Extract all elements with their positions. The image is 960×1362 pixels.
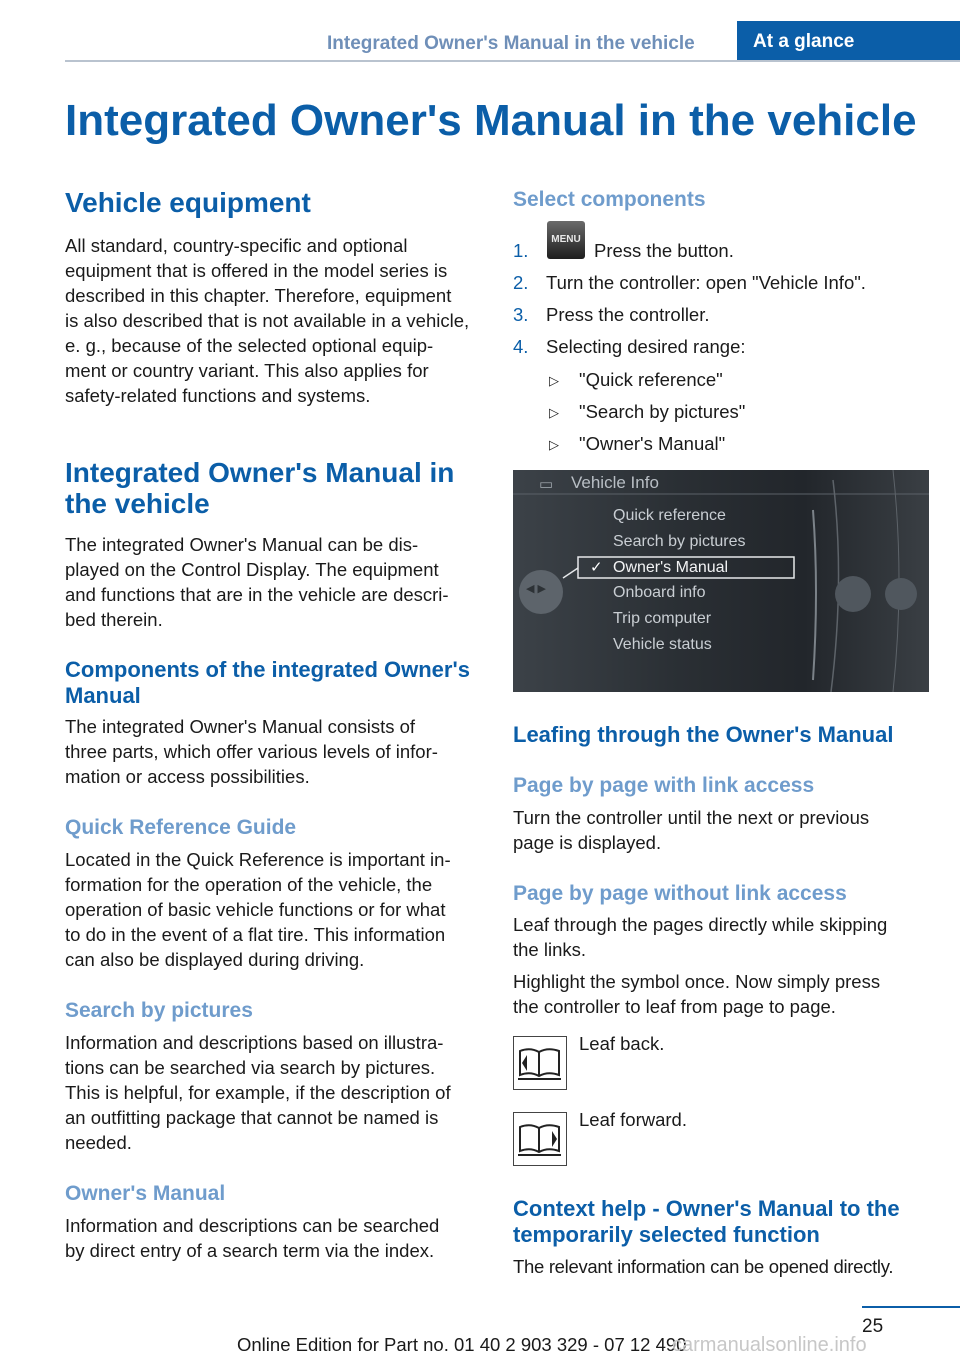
screen-menu-item: Quick reference bbox=[613, 507, 726, 524]
edition-footer: Online Edition for Part no. 01 40 2 903 329 - 07 12 490 bbox=[237, 1334, 687, 1355]
leaf-back-icon bbox=[513, 1036, 567, 1090]
page-number: 25 bbox=[862, 1316, 884, 1337]
screen-menu-item: Trip computer bbox=[613, 610, 712, 627]
integrated-manual-text: The integrated Owner's Manual can be dis‐ played on the Control Display. The equipment and functions that are in the vehicle are descri‐ bed therein. bbox=[65, 534, 449, 630]
car-info-icon: ▭ bbox=[539, 476, 554, 493]
heading-context-help: Context help - Owner's Manual to the temporarily selected function bbox=[513, 1196, 900, 1247]
step-text: Press the button. bbox=[594, 240, 734, 261]
bullet-text: "Owner's Manual" bbox=[579, 433, 726, 454]
footer-rule bbox=[862, 1306, 960, 1308]
highlight-symbol-text: Highlight the symbol once. Now simply press the controller to leaf from page to page. bbox=[513, 971, 881, 1017]
step-text: Press the controller. bbox=[546, 304, 710, 325]
heading-select-components: Select components bbox=[513, 188, 706, 211]
owners-manual-text: Information and descriptions can be searched by direct entry of a search term via the index. bbox=[65, 1215, 440, 1261]
vehicle-equipment-text: All standard, country-specific and optional equipment that is offered in the model series is described in this chapter. Therefore, equipment is also described that is not available in a vehicle, e. g., because of the selected optional equip‐ ment or country variant. This also applies for safety-related functions and systems. bbox=[65, 235, 470, 406]
with-link-text: Turn the controller until the next or previous page is displayed. bbox=[513, 807, 870, 853]
without-link-text: Leaf through the pages directly while skipping the links. bbox=[513, 914, 888, 960]
leaf-back-label: Leaf back. bbox=[579, 1033, 665, 1054]
leaf-forward-label: Leaf forward. bbox=[579, 1109, 687, 1130]
running-header-section: Integrated Owner's Manual in the vehicle bbox=[327, 33, 695, 54]
bullet-triangle-icon: ▷ bbox=[549, 405, 559, 420]
search-by-pictures-text: Information and descriptions based on illustra‐ tions can be searched via search by pictures. This is helpful, for example, if the description of an outfitting package that cannot be named is needed. bbox=[65, 1032, 451, 1153]
heading-components: Components of the integrated Owner's Manual bbox=[65, 657, 470, 708]
screen-decor bbox=[513, 470, 929, 692]
step-number: 1. bbox=[513, 240, 529, 261]
screen-title: Vehicle Info bbox=[571, 473, 659, 492]
vehicle-info-screenshot bbox=[513, 470, 929, 692]
heading-vehicle-equipment: Vehicle equipment bbox=[65, 187, 311, 218]
quick-reference-text: Located in the Quick Reference is important in‐ formation for the operation of the vehicle, the operation of basic vehicle functions or for what to do in the event of a flat tire. This information can also be displayed during driving. bbox=[65, 849, 451, 970]
components-text: The integrated Owner's Manual consists of three parts, which offer various levels of infor‐ mation or access possibilities. bbox=[65, 716, 438, 787]
leaf-forward-icon bbox=[513, 1112, 567, 1166]
bullet-triangle-icon: ▷ bbox=[549, 373, 559, 388]
bullet-text: "Search by pictures" bbox=[579, 401, 746, 422]
heading-leafing: Leafing through the Owner's Manual bbox=[513, 722, 894, 747]
menu-button-icon: MENU bbox=[547, 221, 585, 259]
heading-without-link-access: Page by page without link access bbox=[513, 882, 847, 905]
step-text: Turn the controller: open "Vehicle Info". bbox=[546, 272, 866, 293]
chapter-tab: At a glance bbox=[737, 21, 960, 61]
step-number: 3. bbox=[513, 304, 529, 325]
screen-menu-item-selected: Owner's Manual bbox=[613, 559, 729, 576]
watermark: carmanualsonline.info bbox=[672, 1334, 867, 1356]
heading-quick-reference: Quick Reference Guide bbox=[65, 816, 297, 839]
context-help-text: The relevant information can be opened directly. bbox=[513, 1256, 894, 1277]
step-text: Selecting desired range: bbox=[546, 336, 746, 357]
step-number: 2. bbox=[513, 272, 529, 293]
step-number: 4. bbox=[513, 336, 529, 357]
screen-menu-item: Vehicle status bbox=[613, 636, 712, 653]
controller-arrows-icon: ◀ ▶ bbox=[526, 583, 546, 595]
heading-integrated-manual: Integrated Owner's Manual in the vehicle bbox=[65, 457, 455, 519]
screen-menu-item: Search by pictures bbox=[613, 533, 746, 550]
checkmark-icon: ✓ bbox=[590, 559, 603, 576]
bullet-text: "Quick reference" bbox=[579, 369, 723, 390]
screen-menu-item: Onboard info bbox=[613, 584, 706, 601]
page-title: Integrated Owner's Manual in the vehicle bbox=[65, 96, 917, 145]
heading-with-link-access: Page by page with link access bbox=[513, 774, 815, 797]
heading-search-by-pictures: Search by pictures bbox=[65, 999, 253, 1022]
header-rule bbox=[65, 60, 960, 62]
bullet-triangle-icon: ▷ bbox=[549, 437, 559, 452]
heading-owners-manual: Owner's Manual bbox=[65, 1182, 226, 1205]
